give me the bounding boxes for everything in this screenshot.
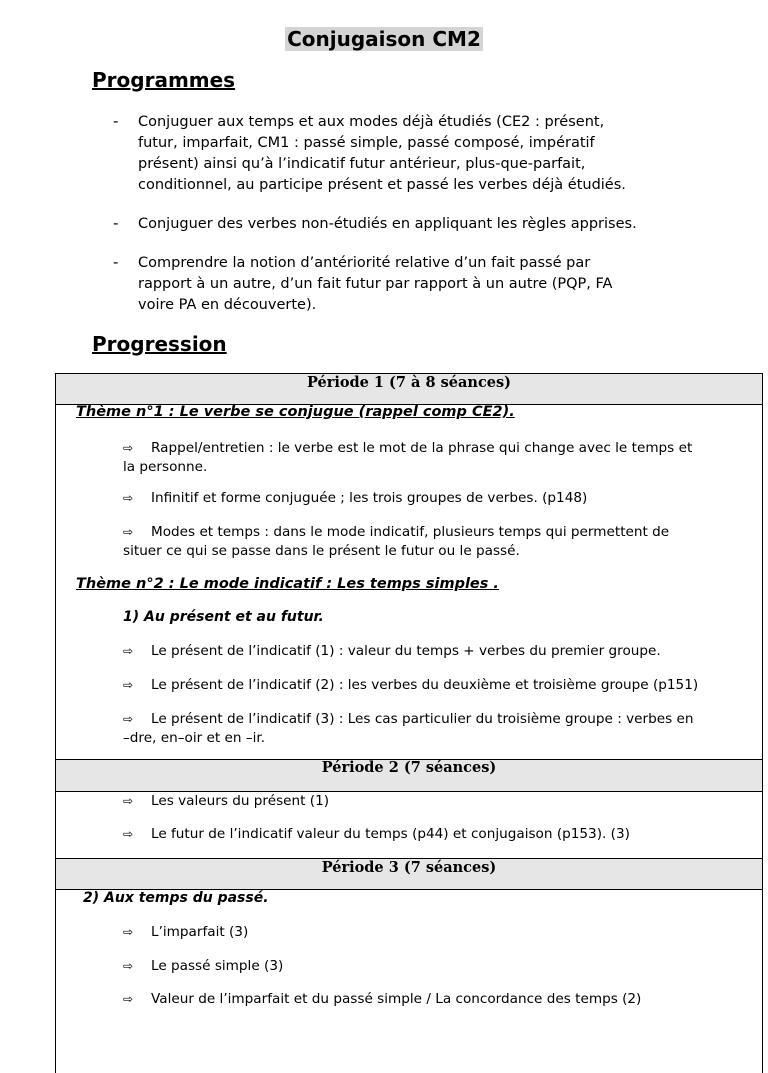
item-text: L’imparfait (3) [151,924,249,940]
arrow-right-icon: ⇨ [123,827,134,841]
progression-heading: Progression [92,332,227,356]
item-text: Les valeurs du présent (1) [151,793,330,809]
subsection-temps-passe: 2) Aux temps du passé. [83,890,269,906]
line: Conjuguer aux temps et aux modes déjà étudiés (CE2 : présent, [138,114,605,130]
line: Conjuguer des verbes non-étudiés en appliquant les règles apprises. [138,216,637,232]
line: rapport à un autre, d’un fait futur par rapport à un autre (PQP, FA [138,276,613,292]
list-item [123,825,723,844]
line: voire PA en découverte). [138,297,317,313]
line: conditionnel, au participe présent et passé les verbes déjà étudiés. [138,177,626,193]
line: Comprendre la notion d’antériorité relative d’un fait passé par [138,255,591,271]
list-item [123,957,723,976]
list-item [123,523,723,542]
arrow-right-icon: ⇨ [123,491,134,505]
list-item [123,710,763,729]
theme-1-title: Thème n°1 : Le verbe se conjugue (rappel comp CE2). [76,404,515,420]
arrow-right-icon: ⇨ [123,925,134,939]
programme-item [113,214,683,235]
arrow-right-icon: ⇨ [123,992,134,1006]
programmes-list [113,112,683,334]
item-text: Le présent de l’indicatif (2) : les verbes du deuxième et troisième groupe (p151) [151,677,699,693]
item-text: Modes et temps : dans le mode indicatif, plusieurs temps qui permettent de [151,524,670,540]
arrow-right-icon: ⇨ [123,794,134,808]
arrow-right-icon: ⇨ [123,712,134,726]
arrow-right-icon: ⇨ [123,678,134,692]
programme-item [113,112,683,196]
list-item [123,489,723,508]
list-item [123,923,723,942]
theme-2-title: Thème n°2 : Le mode indicatif : Les temps simples . [76,576,499,592]
list-item [123,792,723,811]
item-text: Valeur de l’imparfait et du passé simple / La concordance des temps (2) [151,991,642,1007]
item-continuation: la personne. [123,459,208,475]
item-text: Le passé simple (3) [151,958,284,974]
item-text: Le futur de l’indicatif valeur du temps (p44) et conjugaison (p153). (3) [151,826,630,842]
periode-3-band: Période 3 (7 séances) [56,858,762,890]
arrow-right-icon: ⇨ [123,644,134,658]
item-text: Le présent de l’indicatif (3) : Les cas particulier du troisième groupe : verbes en [151,711,694,727]
periode-2-band: Période 2 (7 séances) [56,759,762,792]
item-text: Le présent de l’indicatif (1) : valeur du temps + verbes du premier groupe. [151,643,661,659]
programme-item [113,253,683,316]
item-text: Infinitif et forme conjuguée ; les trois groupes de verbes. (p148) [151,490,588,506]
progression-table [55,373,763,1073]
line: présent) ainsi qu’à l’indicatif futur antérieur, plus-que-parfait, [138,156,586,172]
list-item [123,642,723,661]
list-item [123,990,763,1009]
title-text: Conjugaison CM2 [287,27,481,51]
dash-bullet: - [113,253,119,271]
item-continuation: –dre, en–oir et en –ir. [123,730,266,746]
line: futur, imparfait, CM1 : passé simple, passé composé, impératif [138,135,595,151]
programmes-heading: Programmes [92,68,236,92]
list-item [123,439,723,458]
document-title [0,27,768,51]
item-continuation: situer ce qui se passe dans le présent le futur ou le passé. [123,543,520,559]
arrow-right-icon: ⇨ [123,959,134,973]
periode-1-band: Période 1 (7 à 8 séances) [56,373,762,405]
arrow-right-icon: ⇨ [123,441,134,455]
dash-bullet: - [113,214,119,232]
item-text: Rappel/entretien : le verbe est le mot de la phrase qui change avec le temps et [151,440,693,456]
subsection-present-futur: 1) Au présent et au futur. [123,609,324,625]
dash-bullet: - [113,112,119,130]
arrow-right-icon: ⇨ [123,525,134,539]
list-item [123,676,763,695]
